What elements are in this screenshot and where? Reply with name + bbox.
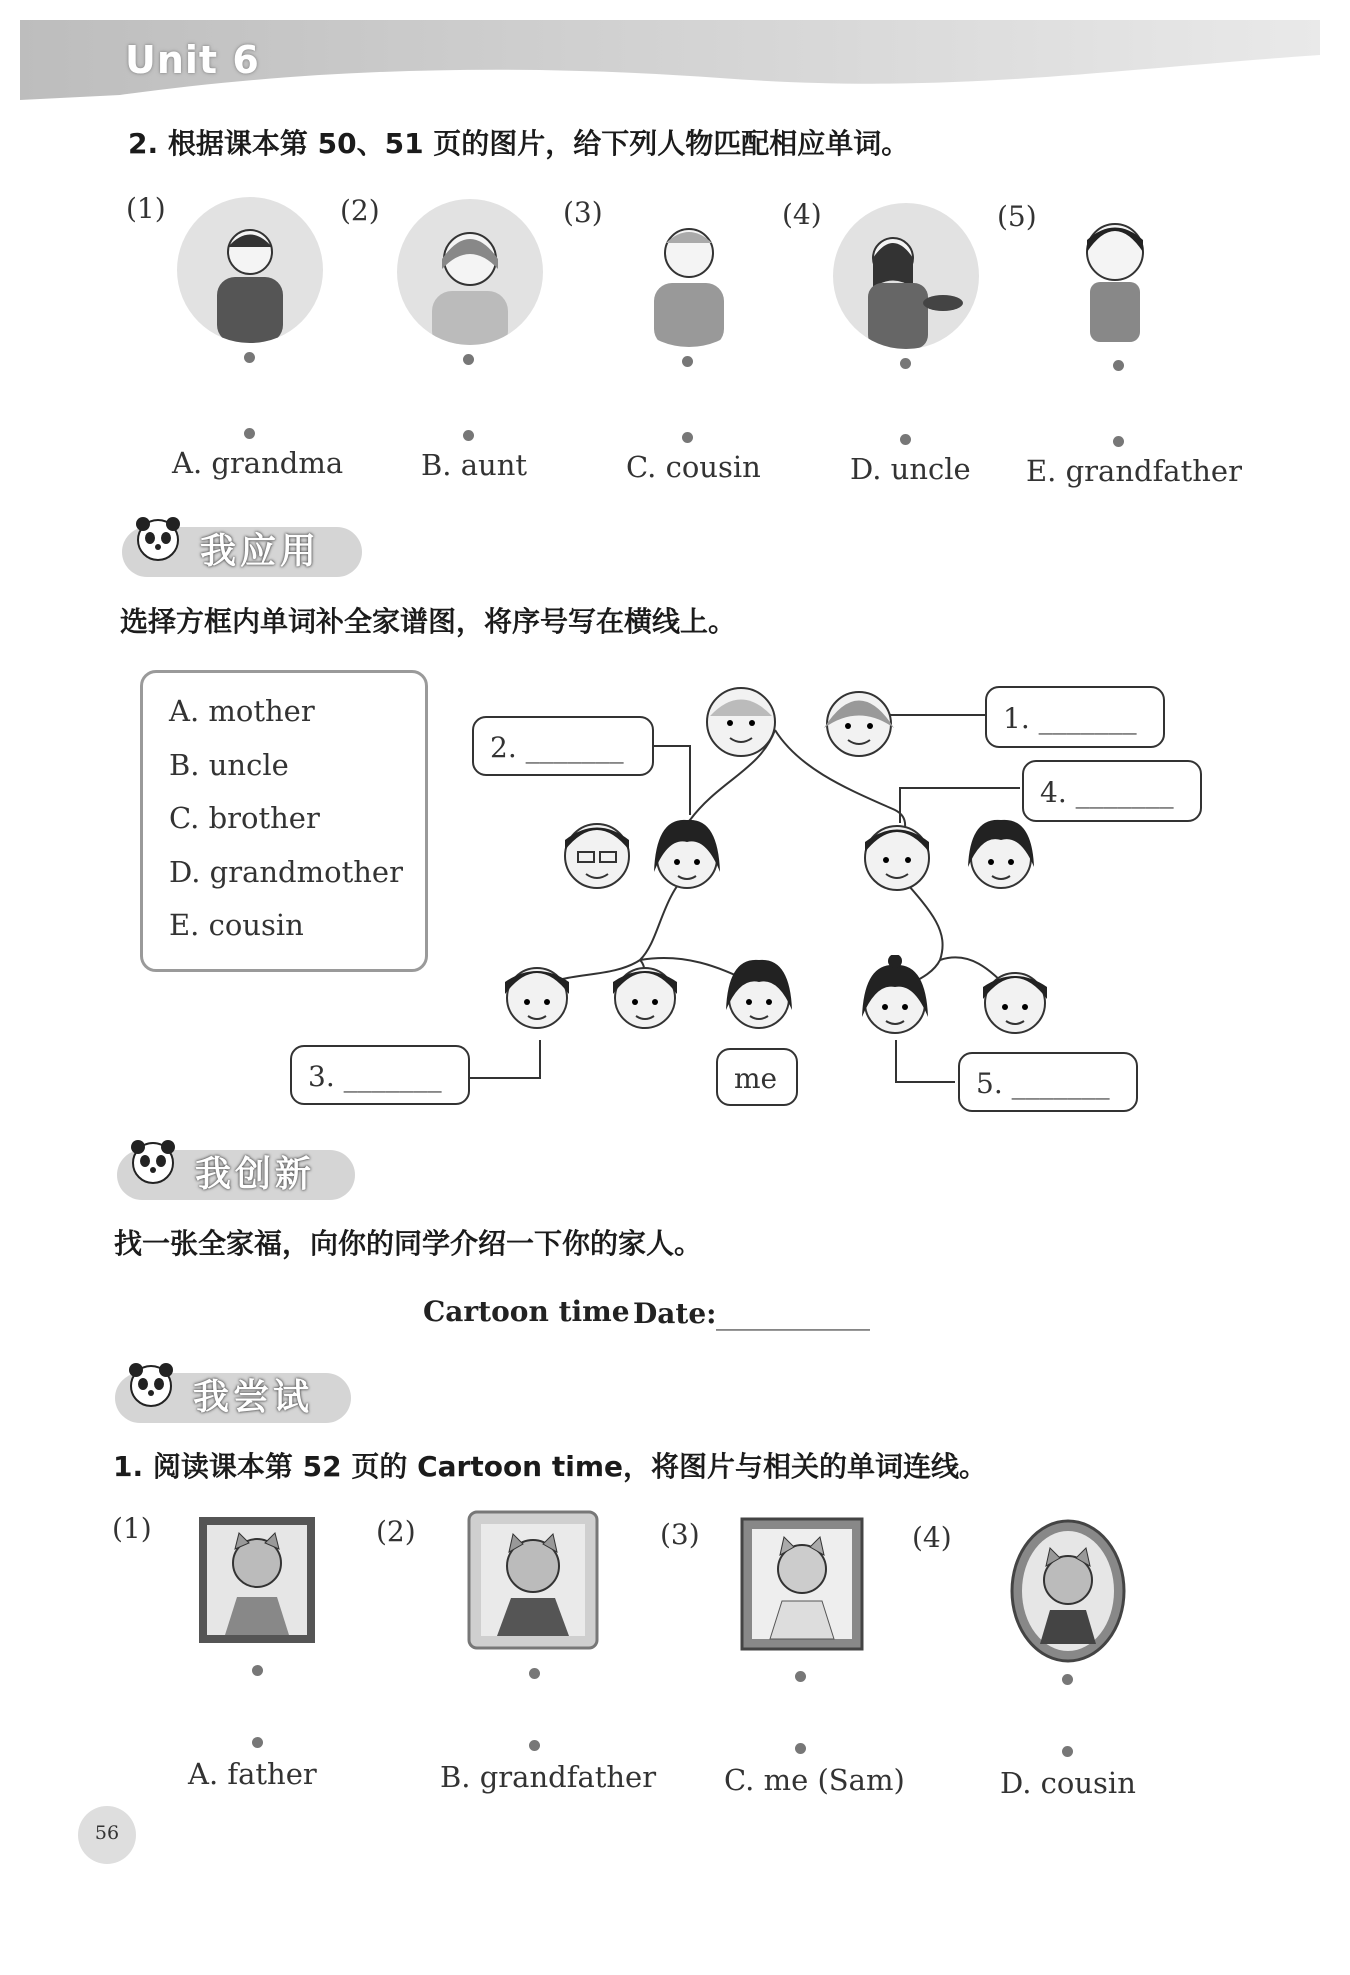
section-title-create: 我创新 [117,1150,355,1200]
q2-number-3: (3) [563,196,603,229]
blank-box-3[interactable]: 3. _______ [290,1045,470,1105]
date-label: Date: [633,1297,717,1330]
page-number: 56 [94,1822,120,1844]
match-dot-top-4[interactable] [900,358,911,369]
portrait-picture-4 [1008,1518,1128,1664]
panda-icon [123,1356,179,1412]
sister-face [854,955,936,1041]
date-blank[interactable]: ___________ [716,1298,870,1331]
me-label-box: me [716,1048,798,1106]
aunt-face [646,812,728,898]
match-dot-bottom-4[interactable] [900,434,911,445]
word-bank-item: D. grandmother [169,855,403,889]
blank-box-5[interactable]: 5. _______ [958,1052,1138,1112]
q2-number-5: (5) [997,200,1037,233]
grandfather-face [700,678,782,764]
q2-number-2: (2) [340,194,380,227]
try-dot-bottom-3[interactable] [795,1743,806,1754]
try-dot-top-1[interactable] [252,1665,263,1676]
word-bank-item: C. brother [169,801,320,835]
me-face [718,952,800,1038]
portrait-picture-1 [197,1515,317,1645]
match-dot-top-5[interactable] [1113,360,1124,371]
match-dot-bottom-5[interactable] [1113,436,1124,447]
match-dot-top-3[interactable] [682,356,693,367]
section-title-apply: 我应用 [122,527,362,577]
match-dot-bottom-3[interactable] [682,432,693,443]
blank-box-2[interactable]: 2. _______ [472,716,654,776]
q2-number-4: (4) [782,198,822,231]
match-dot-bottom-1[interactable] [244,428,255,439]
panda-icon [130,510,186,566]
cousin-2-face [604,952,686,1038]
word-bank-item: A. mother [169,694,315,728]
try-dot-top-4[interactable] [1062,1674,1073,1685]
q2-number-1: (1) [126,192,166,225]
cartoon-time-title: Cartoon time [423,1295,630,1328]
try-option-a: A. father [188,1757,317,1791]
try-number-2: (2) [376,1515,416,1548]
portrait-picture-2 [467,1510,599,1650]
try-option-b: B. grandfather [440,1760,657,1794]
match-dot-top-2[interactable] [463,354,474,365]
q2-option-a: A. grandma [172,446,344,480]
word-bank-item: E. cousin [169,908,304,942]
q2-option-b: B. aunt [421,448,528,482]
panda-icon [125,1133,181,1189]
try-dot-top-2[interactable] [529,1668,540,1679]
try-dot-top-3[interactable] [795,1671,806,1682]
portrait-picture-3 [740,1517,864,1651]
blank-box-1[interactable]: 1. _______ [985,686,1165,748]
q2-option-d: D. uncle [850,452,971,486]
q2-option-c: C. cousin [626,450,761,484]
mother-face [960,812,1042,898]
match-dot-bottom-2[interactable] [463,430,474,441]
q2-heading: 2. 根据课本第 50、51 页的图片，给下列人物匹配相应单词。 [128,127,910,160]
match-dot-top-1[interactable] [244,352,255,363]
section-title-try: 我尝试 [115,1373,351,1423]
apply-instruction: 选择方框内单词补全家谱图，将序号写在横线上。 [120,605,737,638]
blank-box-4[interactable]: 4. _______ [1022,760,1202,822]
try-option-d: D. cousin [1000,1766,1136,1800]
grandmother-face [818,678,900,764]
try-dot-bottom-2[interactable] [529,1740,540,1751]
father-face [856,812,938,898]
try-number-3: (3) [660,1518,700,1551]
person-picture-4 [833,203,979,349]
q2-option-e: E. grandfather [1026,454,1242,488]
try-number-1: (1) [112,1512,152,1545]
person-picture-2 [397,199,543,345]
try-dot-bottom-1[interactable] [252,1737,263,1748]
unit-title: Unit 6 [125,38,260,82]
create-instruction: 找一张全家福，向你的同学介绍一下你的家人。 [114,1227,703,1260]
person-picture-3 [616,201,762,347]
try-dot-bottom-4[interactable] [1062,1746,1073,1757]
brother-face [974,957,1056,1043]
person-picture-1 [177,197,323,343]
try-heading: 1. 阅读课本第 52 页的 Cartoon time，将图片与相关的单词连线。 [113,1450,988,1483]
word-bank-box [140,670,428,972]
word-bank-item: B. uncle [169,748,289,782]
try-option-c: C. me (Sam) [724,1763,905,1797]
try-number-4: (4) [912,1521,952,1554]
cousin-1-face [496,952,578,1038]
uncle-face [556,810,638,896]
person-picture-5 [1060,210,1170,350]
